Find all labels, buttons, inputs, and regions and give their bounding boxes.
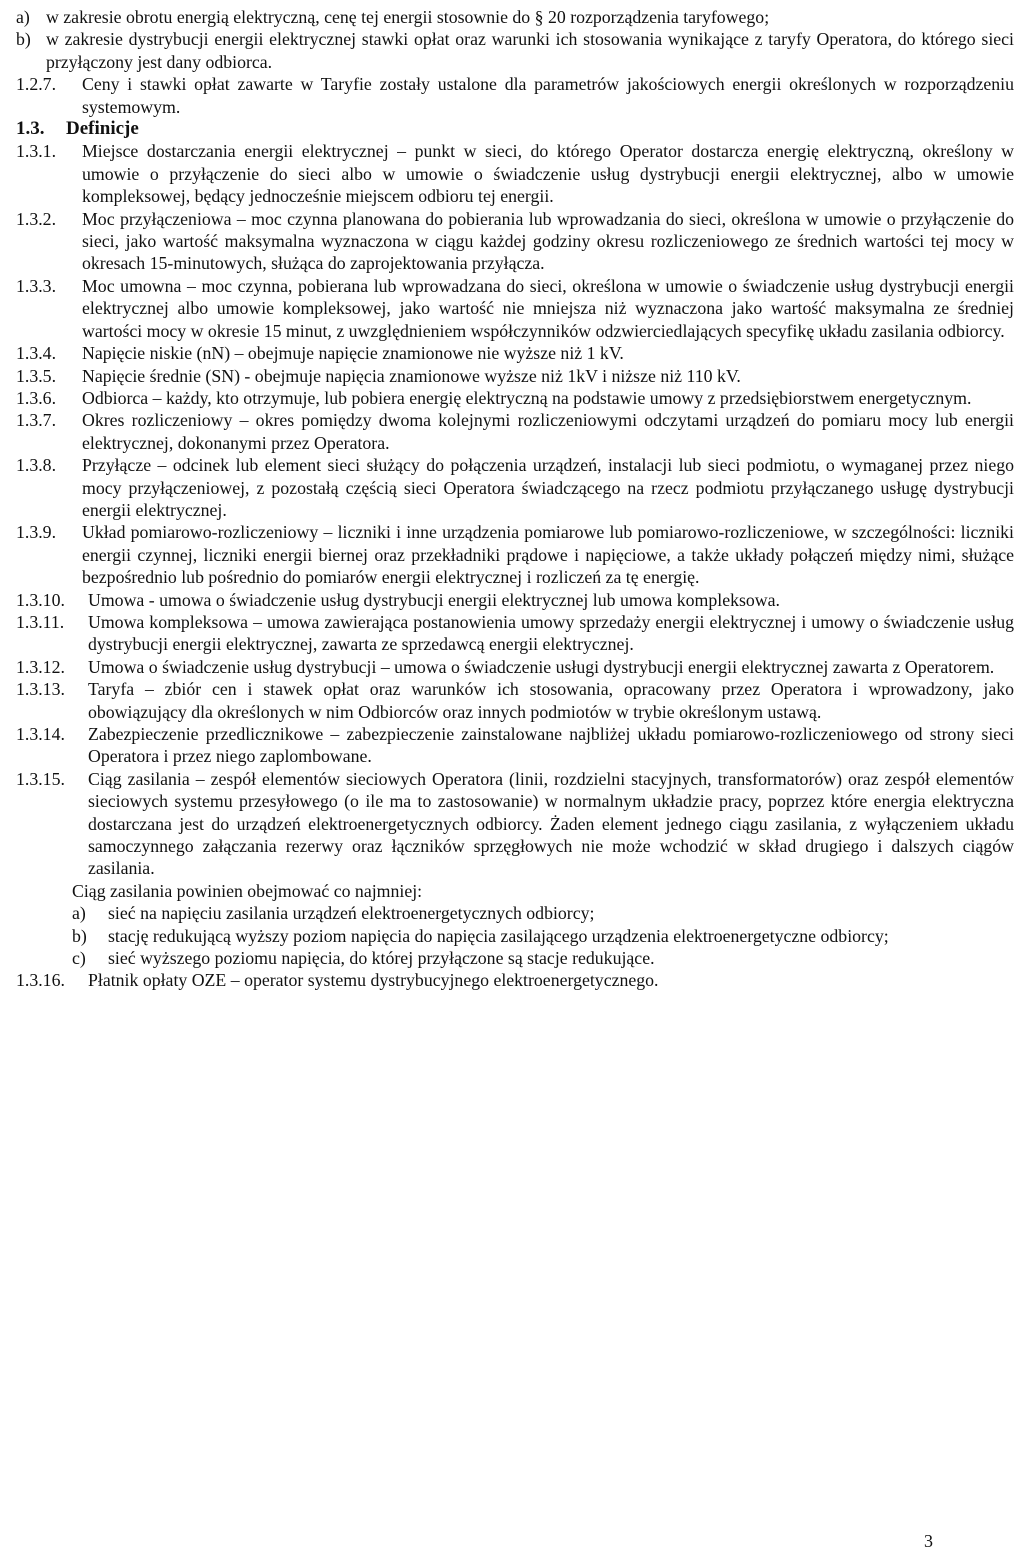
definition-item: [16, 342, 1014, 364]
intro-item-b: [16, 28, 1014, 73]
definition-text: Napięcie niskie (nN) – obejmuje napięcie znamionowe nie wyższe niż 1 kV.: [82, 343, 624, 364]
definition-number: 1.3.15.: [16, 768, 65, 789]
intro-item-a: [16, 6, 1014, 28]
definition-number: 1.3.1.: [16, 141, 57, 162]
definition-number: 1.3.8.: [16, 455, 57, 476]
definition-item: [16, 969, 1014, 991]
intro-item-b-text: w zakresie dystrybucji energii elektrycznej stawki opłat oraz warunki ich stosowania wynikające z taryfy Operatora, do którego sieci przyłączony jest dany odbiorca.: [46, 29, 1014, 72]
definition-text: Okres rozliczeniowy – okres pomiędzy dwoma kolejnymi rozliczeniowymi odczytami urządzeń do pomiaru mocy lub energii elektrycznej, dokonanymi przez Operatora.: [82, 410, 1014, 453]
definition-text: Płatnik opłaty OZE – operator systemu dystrybucyjnego elektroenergetycznego.: [88, 970, 659, 991]
definition-number: 1.3.2.: [16, 208, 57, 229]
definition-item: [16, 678, 1014, 723]
definition-number: 1.3.13.: [16, 679, 65, 700]
definition-item: [16, 521, 1014, 588]
heading-number: 1.3.: [16, 118, 45, 140]
supply-chain-item-c: [16, 947, 1014, 969]
definition-number: 1.3.12.: [16, 656, 65, 677]
supply-chain-item-text: sieć wyższego poziomu napięcia, do której przyłączone są stacje redukujące.: [108, 948, 655, 969]
definition-number: 1.3.14.: [16, 724, 65, 744]
definition-text: Moc umowna – moc czynna, pobierana lub wprowadzana do sieci, określona w umowie o świadczenie usług dystrybucji energii elektrycznej albo umowie kompleksowej, jako wartość nie mniejsza niż wyznaczona jako wartość maksymalna ze średniej wartości mocy w okresie 15 minut, z uwzględnieniem współczynników odzwierciedlających specyfikę układu zasilania odbiorcy.: [82, 275, 1014, 341]
definition-number: 1.3.3.: [16, 275, 57, 296]
supply-chain-item-label: a): [72, 903, 86, 924]
definition-text: Odbiorca – każdy, kto otrzymuje, lub pobiera energię elektryczną na podstawie umowy z przedsiębiorstwem energetycznym.: [82, 387, 972, 408]
definition-number: 1.3.6.: [16, 387, 57, 408]
definition-item: [16, 140, 1014, 207]
definition-number: 1.3.4.: [16, 343, 57, 364]
intro-item-a-label: a): [16, 7, 30, 27]
definition-item: [16, 454, 1014, 521]
definition-number: 1.3.11.: [16, 611, 65, 632]
definition-item: [16, 208, 1014, 275]
definition-text: Przyłącze – odcinek lub element sieci służący do połączenia urządzeń, instalacji lub sieci podmiotu, o wymaganej przez niego mocy przyłączeniowej, z pozostałą częścią sieci Operatora świadczącego na rzecz podmiotu przyłączanego usługę dystrybucji energii elektrycznej.: [82, 455, 1014, 520]
definition-item: [16, 387, 1014, 409]
definition-text: Zabezpieczenie przedlicznikowe – zabezpieczenie zainstalowane najbliżej układu pomiarowo-rozliczeniowego od strony sieci Operatora i przez niego zaplombowane.: [88, 724, 1014, 767]
definition-text: Umowa o świadczenie usług dystrybucji – umowa o świadczenie usługi dystrybucji energii elektrycznej zawarta z Operatorem.: [88, 656, 995, 677]
supply-chain-intro: Ciąg zasilania powinien obejmować co najmniej:: [72, 880, 423, 901]
definition-item: [16, 275, 1014, 342]
section-number: 1.2.7.: [16, 74, 57, 95]
definition-text: Ciąg zasilania – zespół elementów sieciowych Operatora (linii, rozdzielni stacyjnych, transformatorów) oraz zespół elementów sieciowych systemu przesyłowego (o ile ma to zastosowanie) w normalnym układzie pracy, poprzez które energia elektryczna dostarczana jest do urządzeń elektroenergetycznych odbiorcy. Żaden element jednego ciągu zasilania, z wyłączeniem układu samoczynnego załączania rezerwy oraz łączników sprzęgłowych nie może wchodzić w skład drugiego i dalszych ciągów zasilania.: [88, 768, 1014, 879]
definition-item: [16, 656, 1014, 678]
definition-item: [16, 365, 1014, 387]
intro-item-a-text: w zakresie obrotu energią elektryczną, cenę tej energii stosownie do § 20 rozporządzenia taryfowego;: [46, 7, 770, 27]
supply-chain-item-b: [16, 925, 1014, 947]
definition-text: Taryfa – zbiór cen i stawek opłat oraz warunków ich stosowania, opracowany przez Operatora i wprowadzony, jako obowiązujący dla określonych w nim Odbiorców oraz innych podmiotów w trybie określonym ustawą.: [88, 679, 1014, 722]
definitions-heading: [16, 118, 1014, 140]
section-text: Ceny i stawki opłat zawarte w Taryfie zostały ustalone dla parametrów jakościowych energii określonych w rozporządzeniu systemowym.: [82, 74, 1014, 117]
definition-number: 1.3.9.: [16, 522, 57, 543]
definition-number: 1.3.7.: [16, 410, 57, 431]
supply-chain-item-text: sieć na napięciu zasilania urządzeń elektroenergetycznych odbiorcy;: [108, 903, 595, 924]
definition-text: Umowa kompleksowa – umowa zawierająca postanowienia umowy sprzedaży energii elektrycznej i umowy o świadczenie usług dystrybucji energii elektrycznej, zawarta ze sprzedawcą energii elektrycznej.: [88, 611, 1014, 655]
definition-item: [16, 723, 1014, 768]
document-page: [16, 6, 1014, 992]
definition-text: Umowa - umowa o świadczenie usług dystrybucji energii elektrycznej lub umowa kompleksowa.: [88, 589, 780, 610]
definition-item: [16, 409, 1014, 454]
intro-item-b-label: b): [16, 29, 31, 50]
page-number: 3: [924, 1531, 933, 1551]
definition-number: 1.3.5.: [16, 365, 57, 386]
definition-number: 1.3.10.: [16, 589, 65, 610]
section-1-2-7: [16, 73, 1014, 118]
heading-title: Definicje: [66, 118, 139, 140]
definition-text: Układ pomiarowo-rozliczeniowy – liczniki i inne urządzenia pomiarowe lub pomiarowo-rozliczeniowe, w szczególności: liczniki energii czynnej, liczniki energii biernej oraz przekładniki prądowe i napięciowe, a także układy połączeń między nimi, służące bezpośrednio lub pośrednio do pomiarów energii elektrycznej i rozliczeń za tę energię.: [82, 522, 1014, 588]
definition-text: Moc przyłączeniowa – moc czynna planowana do pobierania lub wprowadzania do sieci, określona w umowie o przyłączenie do sieci, jako wartość maksymalna wyznaczona w ciągu każdej godziny okresu rozliczeniowego ze średnich wartości tej mocy w okresach 15-minutowych, służąca do zaprojektowania przyłącza.: [82, 208, 1014, 274]
supply-chain-item-label: c): [72, 948, 86, 969]
definition-item: [16, 768, 1014, 880]
definition-text: Napięcie średnie (SN) - obejmuje napięcia znamionowe wyższe niż 1kV i niższe niż 110 kV.: [82, 365, 741, 386]
supply-chain-item-label: b): [72, 925, 87, 946]
definition-text: Miejsce dostarczania energii elektrycznej – punkt w sieci, do którego Operator dostarcza energię elektryczną, określony w umowie o przyłączenie do sieci albo w umowie o świadczenie usług dystrybucji energii elektrycznej, albo w umowie kompleksowej, będący jednocześnie miejscem odbioru tej energii.: [82, 141, 1014, 207]
definition-item: [16, 611, 1014, 656]
definition-item: [16, 589, 1014, 611]
supply-chain-item-a: [16, 902, 1014, 924]
definition-number: 1.3.16.: [16, 970, 65, 991]
supply-chain-item-text: stację redukującą wyższy poziom napięcia do napięcia zasilającego urządzenia elektroenergetyczne odbiorcy;: [108, 925, 889, 946]
